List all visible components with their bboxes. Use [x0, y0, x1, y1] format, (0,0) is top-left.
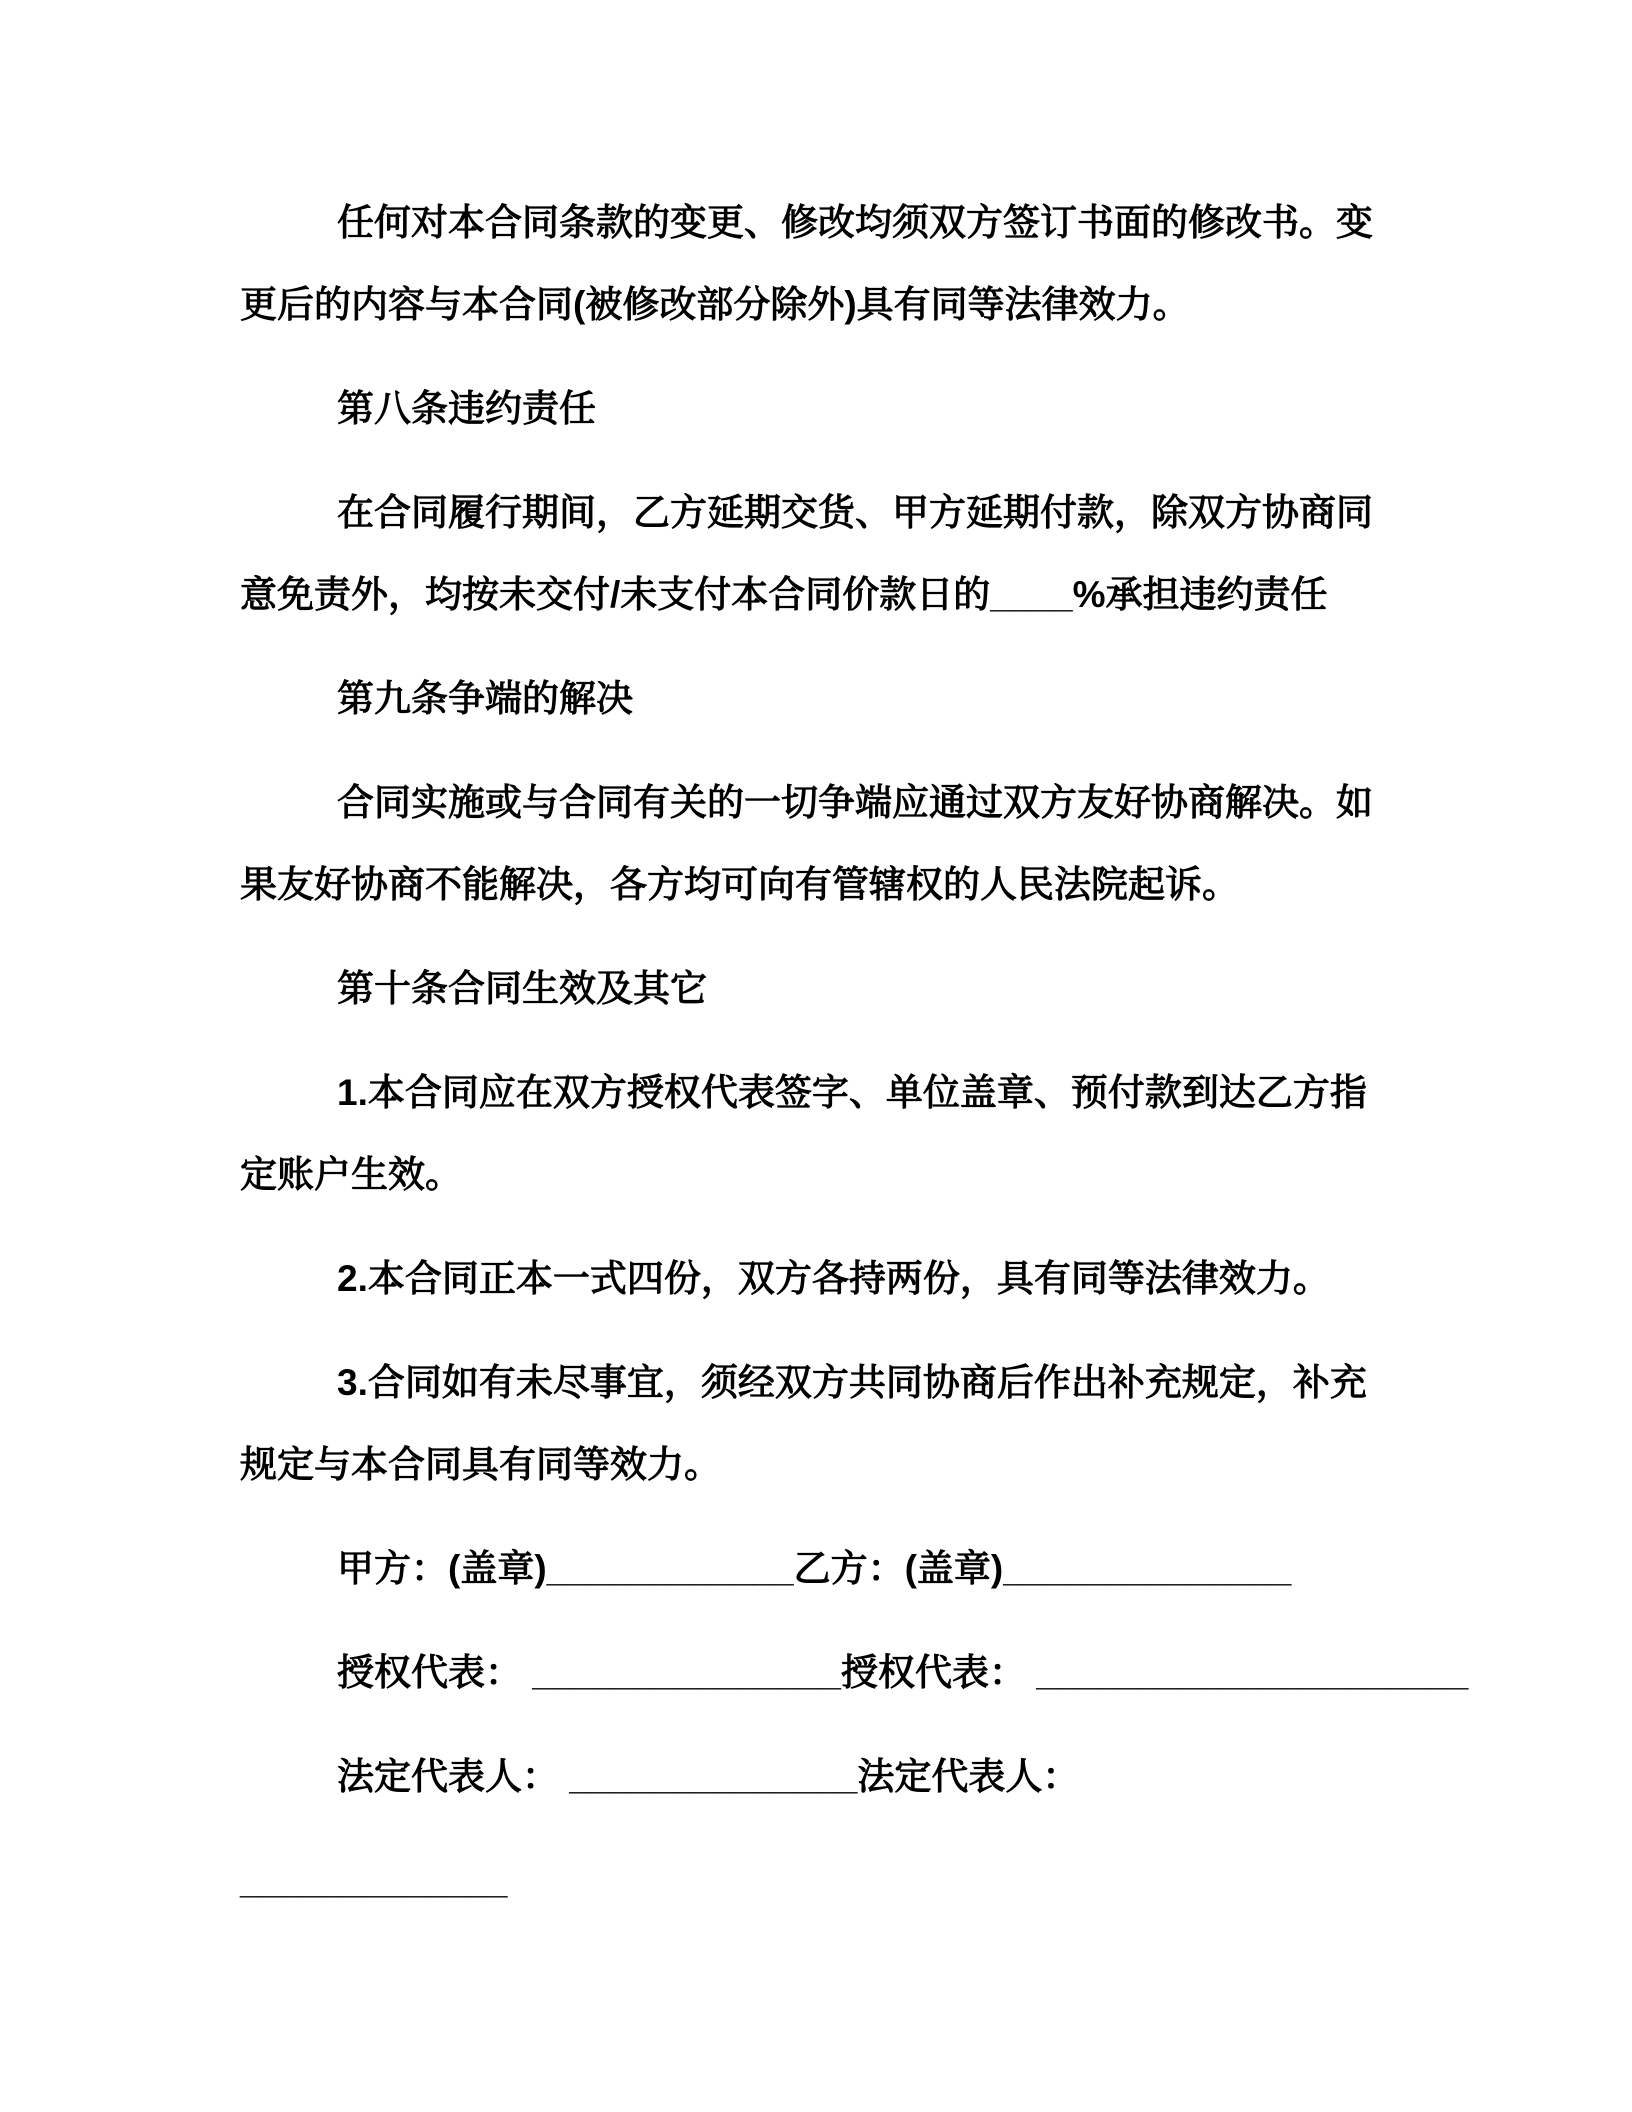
amendment-clause-line-2: 更后的内容与本合同(被修改部分除外)具有同等法律效力。 — [240, 284, 1190, 325]
article-10-heading: 第十条合同生效及其它 — [337, 968, 707, 1009]
article-9-heading: 第九条争端的解决 — [337, 678, 633, 719]
effectiveness-item-1-line-2: 定账户生效。 — [240, 1154, 462, 1195]
dispute-resolution-line-2: 果友好协商不能解决，各方均可向有管辖权的人民法院起诉。 — [240, 864, 1239, 905]
article-8-heading: 第八条违约责任 — [337, 388, 596, 429]
signature-party-seal-line: 甲方：(盖章)____________乙方：(盖章)______________ — [337, 1548, 1292, 1589]
breach-liability-line-2: 意免责外，均按未交付/未支付本合同价款日的____%承担违约责任 — [240, 574, 1328, 615]
dispute-resolution-line-1: 合同实施或与合同有关的一切争端应通过双方友好协商解决。如 — [337, 782, 1373, 823]
amendment-clause-line-1: 任何对本合同条款的变更、修改均须双方签订书面的修改书。变 — [337, 202, 1373, 243]
signature-legal-rep-blank-line: _____________ — [240, 1860, 508, 1901]
effectiveness-item-3-line-2: 规定与本合同具有同等效力。 — [240, 1444, 721, 1485]
breach-liability-line-1: 在合同履行期间，乙方延期交货、甲方延期付款，除双方协商同 — [337, 492, 1373, 533]
effectiveness-item-2: 2.本合同正本一式四份，双方各持两份，具有同等法律效力。 — [337, 1258, 1330, 1299]
signature-authorized-rep-line: 授权代表： _______________授权代表： _____________________ — [337, 1652, 1469, 1693]
effectiveness-item-3-line-1: 3.合同如有未尽事宜，须经双方共同协商后作出补充规定，补充 — [337, 1362, 1367, 1403]
signature-legal-rep-line: 法定代表人： ______________法定代表人： — [337, 1756, 1080, 1797]
effectiveness-item-1-line-1: 1.本合同应在双方授权代表签字、单位盖章、预付款到达乙方指 — [337, 1072, 1367, 1113]
